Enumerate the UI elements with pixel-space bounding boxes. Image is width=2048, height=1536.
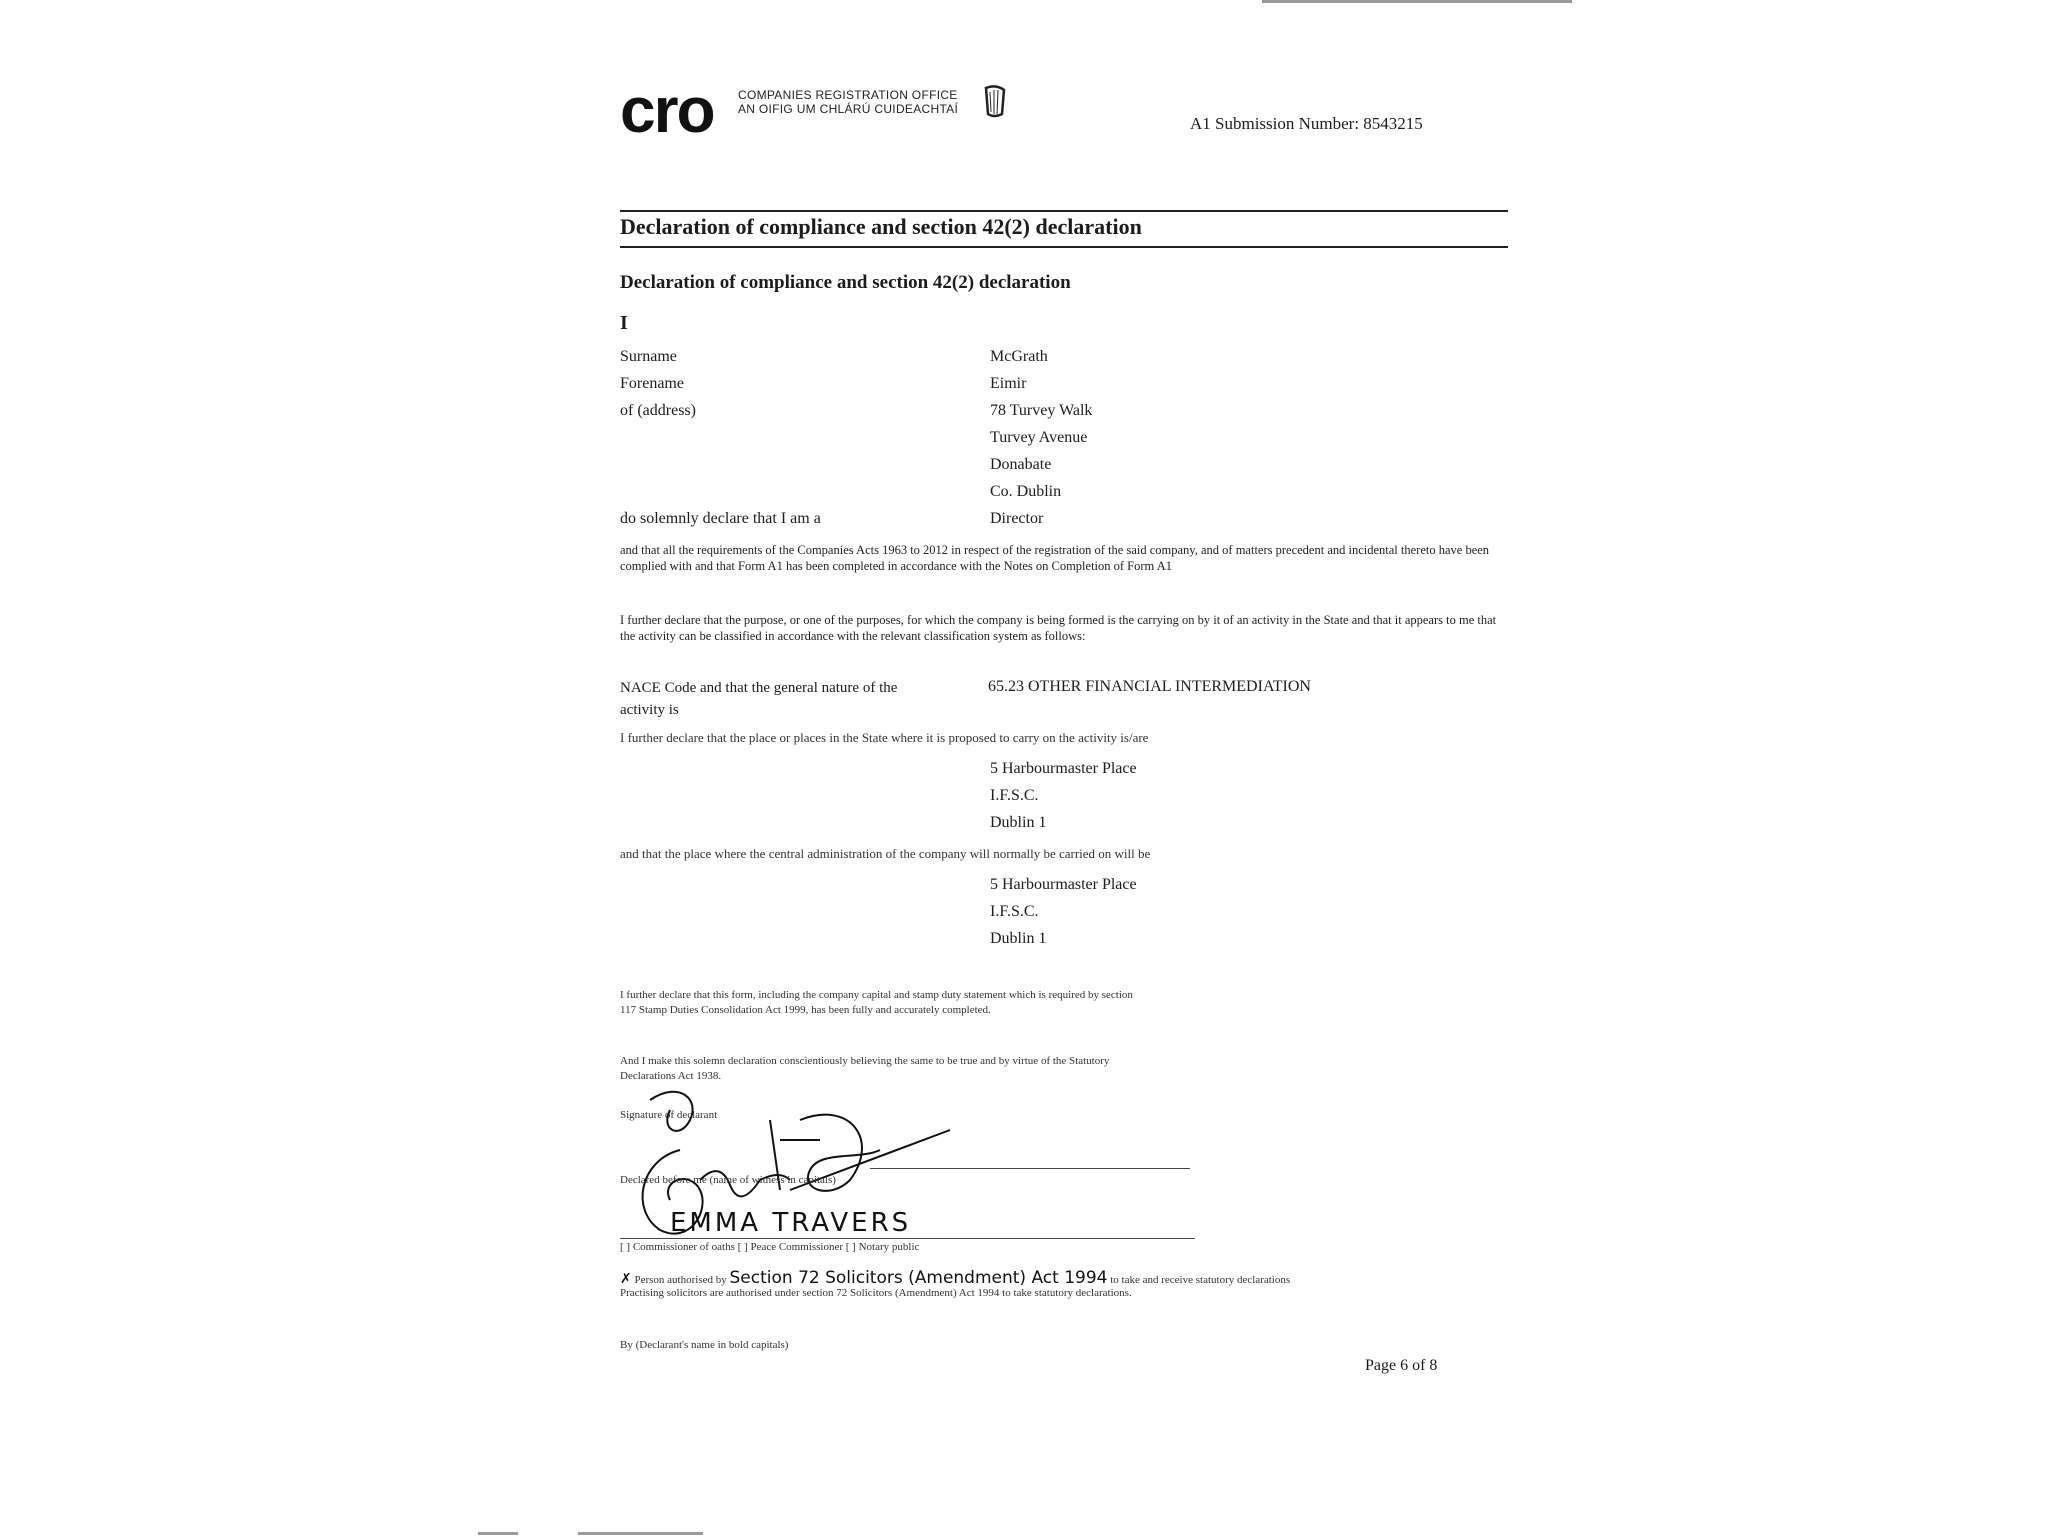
forename-label: Forename — [620, 375, 684, 392]
admin-place-line-3: Dublin 1 — [990, 930, 1047, 947]
nace-label-line1: NACE Code and that the general nature of the — [620, 680, 898, 696]
role-label: do solemnly declare that I am a — [620, 510, 821, 527]
authorised-suffix: to take and receive statutory declarations — [1110, 1274, 1291, 1286]
form-complete-line2: 117 Stamp Duties Consolidation Act 1999, has been fully and accurately completed. — [620, 1004, 991, 1016]
admin-place-line-1: 5 Harbourmaster Place — [990, 876, 1137, 893]
address-line-4: Co. Dublin — [990, 483, 1062, 500]
witness-type-checkboxes: [ ] Commissioner of oaths [ ] Peace Commissioner [ ] Notary public — [620, 1241, 920, 1253]
address-label: of (address) — [620, 402, 696, 419]
solemn-declaration-line1: And I make this solemn declaration conscientiously believing the same to be true and by virtue of the Statutory — [620, 1055, 1110, 1067]
cro-logo: cro — [620, 74, 714, 146]
practising-solicitors-note: Practising solicitors are authorised under section 72 Solicitors (Amendment) Act 1994 to take statutory declarations. — [620, 1287, 1132, 1299]
authorised-prefix: Person authorised by — [634, 1274, 727, 1286]
forename-value: Eimir — [990, 375, 1027, 392]
scan-artifact-bottom-1 — [478, 1532, 518, 1535]
address-line-2: Turvey Avenue — [990, 429, 1088, 446]
activity-place-line-3: Dublin 1 — [990, 814, 1047, 831]
declared-before-label: Declared before me (name of witness in capitals) — [620, 1174, 836, 1186]
authorised-handwritten: Section 72 Solicitors (Amendment) Act 1994 — [729, 1268, 1108, 1288]
by-declarant-label: By (Declarant's name in bold capitals) — [620, 1339, 789, 1351]
purpose-paragraph: I further declare that the purpose, or one of the purposes, for which the company is being formed is the carrying on by it of an activity in the State and that it appears to me that the activity can be classified in accordance with the relevant classification system as follows: — [620, 613, 1497, 643]
role-value: Director — [990, 510, 1044, 527]
page-number: Page 6 of 8 — [1365, 1357, 1438, 1374]
submission-number: A1 Submission Number: 8543215 — [1190, 114, 1423, 133]
signature-line — [870, 1168, 1190, 1169]
title-rule-bottom — [620, 246, 1508, 248]
solemn-declaration-line2: Declarations Act 1938. — [620, 1070, 722, 1082]
document-title: Declaration of compliance and section 42(2) declaration — [620, 214, 1142, 239]
declarant-pronoun: I — [620, 312, 628, 334]
checked-mark-icon: ✗ — [620, 1272, 632, 1287]
title-rule-top — [620, 210, 1508, 212]
form-complete-line1: I further declare that this form, including the company capital and stamp duty statement which is required by section — [620, 989, 1133, 1001]
address-line-3: Donabate — [990, 456, 1052, 473]
authorised-line — [620, 1268, 1290, 1288]
admin-place-line-2: I.F.S.C. — [990, 903, 1039, 920]
document-page — [620, 0, 1520, 1536]
admin-place-paragraph: and that the place where the central administration of the company will normally be carried on will be — [620, 846, 1151, 861]
address-line-1: 78 Turvey Walk — [990, 402, 1093, 419]
surname-value: McGrath — [990, 348, 1048, 365]
activity-place-paragraph: I further declare that the place or places in the State where it is proposed to carry on the activity is/are — [620, 730, 1149, 745]
nace-label-line2: activity is — [620, 702, 679, 718]
logo-line-irish: AN OIFIG UM CHLÁRÚ CUIDEACHTAÍ — [738, 102, 959, 116]
harp-icon — [982, 84, 1008, 120]
signature-label: Signature of declarant — [620, 1109, 718, 1121]
logo-line-english: COMPANIES REGISTRATION OFFICE — [738, 88, 958, 102]
witness-name: EMMA TRAVERS — [670, 1208, 912, 1238]
compliance-paragraph: and that all the requirements of the Companies Acts 1963 to 2012 in respect of the registration of the said company, and of matters precedent and incidental thereto have been complied with and that Form A1 has been completed in accordance with the Notes on Completion of Form A1 — [620, 543, 1490, 573]
activity-place-line-2: I.F.S.C. — [990, 787, 1039, 804]
section-heading: Declaration of compliance and section 42(2) declaration — [620, 272, 1071, 293]
surname-label: Surname — [620, 348, 677, 365]
nace-code-value: 65.23 OTHER FINANCIAL INTERMEDIATION — [988, 678, 1311, 695]
witness-line — [620, 1238, 1195, 1239]
activity-place-line-1: 5 Harbourmaster Place — [990, 760, 1137, 777]
